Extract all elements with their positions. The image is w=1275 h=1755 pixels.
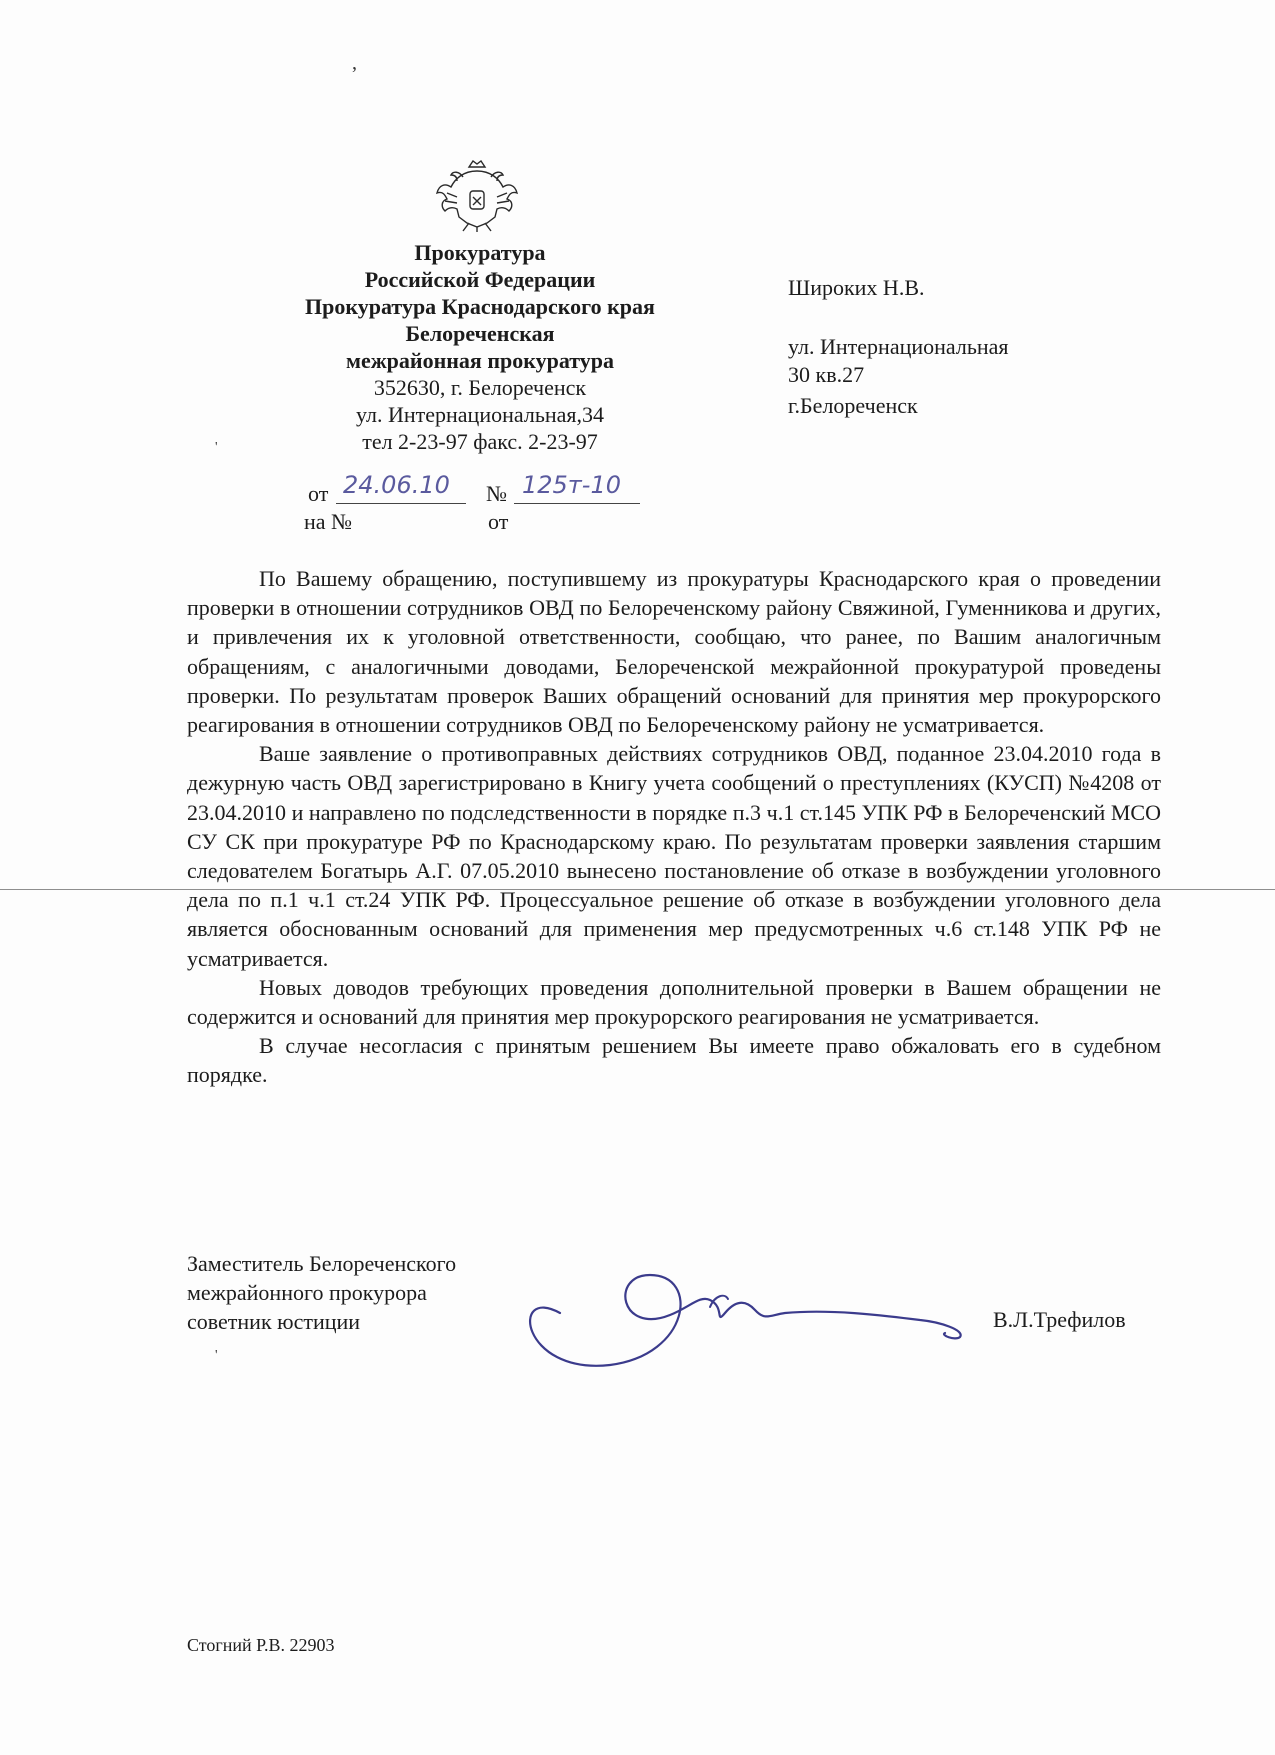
body-paragraph-4: В случае несогласия с принятым решением Вы имеете право обжаловать его в судебном порядке. <box>187 1033 1161 1088</box>
header-postal-address: 352630, г. Белореченск <box>373 375 587 400</box>
number-label: № <box>486 481 507 506</box>
prosecutor-header <box>230 239 730 455</box>
addressee-street: ул. Интернациональная <box>788 334 1009 359</box>
letter-body <box>187 564 1161 1090</box>
header-line-5: межрайонная прокуратура <box>345 348 615 373</box>
executor-note: Стогний Р.В. 22903 <box>187 1635 335 1655</box>
handwritten-signature <box>500 1255 980 1385</box>
header-line-4: Белореченская <box>405 321 555 346</box>
signer-name: В.Л.Трефилов <box>993 1307 1126 1332</box>
signer-title-line-3: советник юстиции <box>187 1309 361 1334</box>
scan-speck: ' <box>215 440 218 455</box>
header-line-1: Прокуратура <box>414 240 546 265</box>
date-label: от <box>308 481 329 506</box>
header-line-2: Российской Федерации <box>364 267 596 292</box>
header-line-3: Прокуратура Краснодарского края <box>305 294 655 319</box>
body-paragraph-3: Новых доводов требующих проведения дополнительной проверки в Вашем обращении не содержится и оснований для принятия мер прокурорского реагирования не усматривается. <box>187 974 1161 1030</box>
scan-speck: , <box>352 52 357 74</box>
reply-number-label: на № <box>304 509 353 534</box>
signer-title <box>187 1249 456 1336</box>
header-phone-fax: тел 2-23-97 факс. 2-23-97 <box>362 429 598 454</box>
body-paragraph-1: По Вашему обращению, поступившему из прокуратуры Краснодарского края о проведении проверки в отношении сотрудников ОВД по Белореченскому району Свяжиной, Гуменникова и других, и привлечения их к уголовной ответственности, сообщаю, что ранее, по Вашим аналогичным обращениям, с аналогичными доводами, Белореченской межрайонной прокуратурой проведены проверки. По результатам проверок Ваших обращений оснований для принятия мер прокурорского реагирования в отношении сотрудников ОВД по Белореченскому району не усматривается. <box>187 566 1161 738</box>
reply-date-label: от <box>488 509 509 534</box>
handwritten-date: 24.06.10 <box>343 471 450 499</box>
number-underline <box>514 503 640 504</box>
scan-speck: ' <box>215 1348 218 1363</box>
header-street-address: ул. Интернациональная,34 <box>355 402 605 427</box>
signer-title-line-2: межрайонного прокурора <box>187 1280 427 1305</box>
addressee-city: г.Белореченск <box>788 393 918 418</box>
handwritten-number: 125т-10 <box>522 471 621 499</box>
date-underline <box>336 503 466 504</box>
addressee-building: 30 кв.27 <box>788 362 865 387</box>
coat-of-arms-icon <box>433 157 521 233</box>
addressee-name: Широких Н.В. <box>788 275 925 300</box>
body-paragraph-2: Ваше заявление о противоправных действиях сотрудников ОВД, поданное 23.04.2010 года в дежурную часть ОВД зарегистрировано в Книгу учета сообщений о преступлениях (КУСП) №4208 от 23.04.2010 и направлено по подследственности в порядке п.3 ч.1 ст.145 УПК РФ в Белореченский МСО СУ СК при прокуратуре РФ по Краснодарскому краю. По результатам проверки заявления старшим следователем Богатырь А.Г. 07.05.2010 вынесено постановление об отказе в возбуждении уголовного дела по п.1 ч.1 ст.24 УПК РФ. Процессуальное решение об отказе в возбуждении уголовного дела является обоснованным оснований для применения мер предусмотренных ч.6 ст.148 УПК РФ не усматривается. <box>187 741 1161 971</box>
signer-title-line-1: Заместитель Белореченского <box>187 1251 457 1276</box>
